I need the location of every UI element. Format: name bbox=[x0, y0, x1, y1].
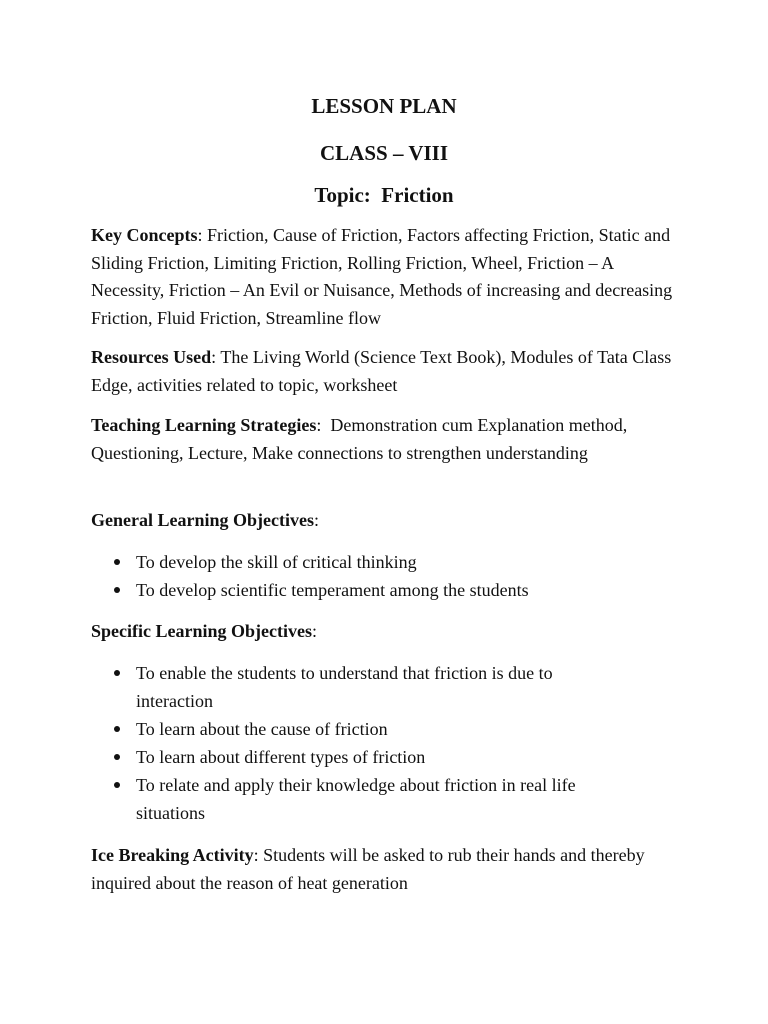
key-concepts-label: Key Concepts bbox=[91, 225, 198, 245]
bullet-icon bbox=[114, 782, 120, 788]
list-item-text: To learn about the cause of friction bbox=[136, 719, 388, 739]
specific-objectives-label: Specific Learning Objectives bbox=[91, 621, 312, 641]
class-heading: CLASS – VIII bbox=[320, 141, 448, 165]
list-item bbox=[91, 548, 681, 576]
bullet-icon bbox=[114, 559, 120, 565]
general-objectives-colon: : bbox=[313, 510, 319, 530]
list-item bbox=[91, 743, 611, 771]
ice-breaking-paragraph bbox=[91, 842, 681, 897]
list-item bbox=[91, 659, 611, 715]
specific-objectives-list bbox=[91, 659, 611, 827]
list-item bbox=[91, 771, 611, 827]
resources-text: The Living World (Science Text Book), Modules of Tata Class Edge, activities related to topic, worksheet bbox=[91, 347, 672, 395]
list-item-text: To learn about different types of friction bbox=[136, 747, 426, 767]
specific-objectives-heading bbox=[91, 618, 681, 646]
general-objectives-heading bbox=[91, 507, 681, 535]
key-concepts-colon: : bbox=[197, 225, 203, 245]
general-objectives-list bbox=[91, 548, 681, 604]
strategies-label: Teaching Learning Strategies bbox=[91, 415, 317, 435]
list-item bbox=[91, 576, 681, 604]
bullet-icon bbox=[114, 670, 120, 676]
resources-paragraph bbox=[91, 344, 681, 399]
lesson-plan-title: LESSON PLAN bbox=[311, 94, 457, 118]
list-item bbox=[91, 715, 611, 743]
bullet-icon bbox=[114, 754, 120, 760]
topic-heading: Topic: Friction bbox=[314, 183, 454, 207]
strategies-text: Demonstration cum Explanation method, Questioning, Lecture, Make connections to strengthen understanding bbox=[91, 415, 632, 463]
list-item-text: To develop the skill of critical thinking bbox=[136, 552, 417, 572]
list-item-text: To develop scientific temperament among the students bbox=[136, 580, 529, 600]
general-objectives-label: General Learning Objectives bbox=[91, 510, 314, 530]
ice-breaking-colon: : bbox=[253, 845, 259, 865]
strategies-colon: : bbox=[316, 415, 322, 435]
key-concepts-paragraph bbox=[91, 222, 681, 332]
ice-breaking-text: Students will be asked to rub their hands and thereby inquired about the reason of heat generation bbox=[91, 845, 645, 893]
key-concepts-text: Friction, Cause of Friction, Factors affecting Friction, Static and Sliding Friction, Limiting Friction, Rolling Friction, Wheel, Friction – A Necessity, Friction – An Evil or Nuisance, Methods of increasing and decreasing Friction, Fluid Friction, Streamline flow bbox=[91, 225, 673, 328]
ice-breaking-label: Ice Breaking Activity bbox=[91, 845, 254, 865]
resources-colon: : bbox=[211, 347, 217, 367]
specific-objectives-colon: : bbox=[311, 621, 317, 641]
list-item-text: To relate and apply their knowledge about friction in real life situations bbox=[136, 775, 576, 823]
list-item-text: To enable the students to understand that friction is due to interaction bbox=[136, 663, 553, 711]
resources-label: Resources Used bbox=[91, 347, 212, 367]
bullet-icon bbox=[114, 587, 120, 593]
bullet-icon bbox=[114, 726, 120, 732]
strategies-paragraph bbox=[91, 412, 681, 467]
